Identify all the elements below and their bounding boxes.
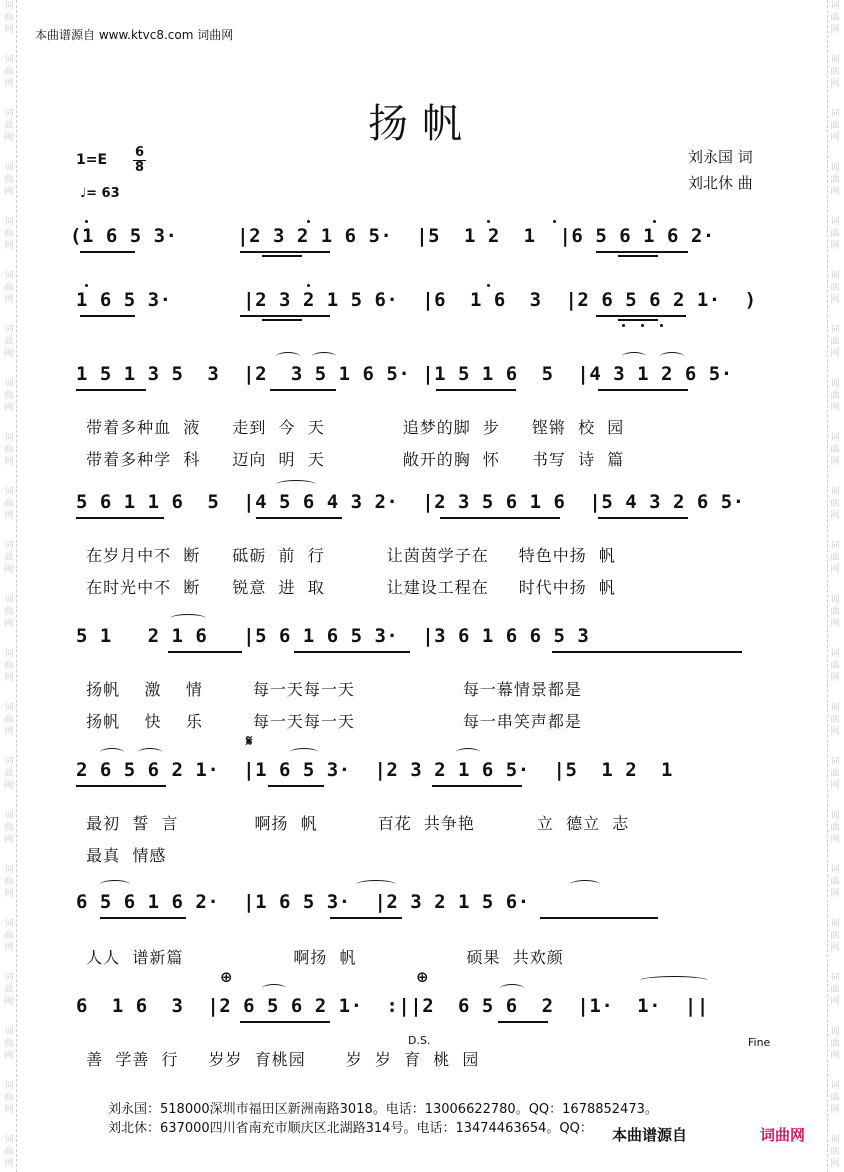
watermark-text: 词曲网 bbox=[4, 1081, 14, 1115]
watermark-text: 词曲网 bbox=[830, 217, 840, 251]
lyric: 岁岁 育桃园 bbox=[208, 1050, 306, 1069]
slur bbox=[570, 880, 600, 889]
watermark-text: 词曲网 bbox=[4, 811, 14, 845]
beam bbox=[618, 255, 658, 257]
beam bbox=[552, 651, 742, 653]
notes: 5 1 2 1 6 |5 6 1 6 5 3· |3 6 1 6 6 5 3 bbox=[76, 625, 590, 647]
tempo-marking: ♩= 63 bbox=[80, 186, 120, 201]
beam bbox=[240, 251, 330, 253]
notes: 1 5 1 3 5 3 |2 3 5 1 6 5· |1 5 1 6 5 |4 3 1 2 6 5· bbox=[76, 363, 733, 385]
beam bbox=[596, 315, 686, 317]
watermark-text: 词曲网 bbox=[830, 55, 840, 89]
watermark-text: 词曲网 bbox=[4, 865, 14, 899]
lyric: 书写 诗 篇 bbox=[531, 450, 625, 469]
meter-bottom: 8 bbox=[135, 160, 145, 175]
lyric: 扬帆 快 乐 bbox=[86, 712, 203, 731]
beam bbox=[432, 785, 522, 787]
watermark-text: 词曲网 bbox=[830, 595, 840, 629]
lyric: 锐意 进 取 bbox=[232, 578, 325, 597]
watermark-text: 词曲网 bbox=[4, 1027, 14, 1061]
lyric: 在岁月中不 断 bbox=[86, 546, 201, 565]
source-line: 本曲谱源自 www.ktvc8.com 词曲网 bbox=[35, 28, 234, 42]
watermark-text: 词曲网 bbox=[4, 541, 14, 575]
slur bbox=[100, 748, 124, 757]
notes: 5 6 1 1 6 5 |4 5 6 4 3 2· |2 3 5 6 1 6 |5 4 3 2 6 5· bbox=[76, 491, 745, 513]
lyric: 走到 今 天 bbox=[232, 418, 325, 437]
beam bbox=[80, 251, 135, 253]
watermark-text: 词曲网 bbox=[4, 757, 14, 791]
watermark-text: 词曲网 bbox=[4, 55, 14, 89]
octave-dot bbox=[553, 220, 556, 223]
slur bbox=[500, 984, 524, 993]
lyric: 铿锵 校 园 bbox=[531, 418, 625, 437]
watermark-text: 词曲网 bbox=[830, 271, 840, 305]
composer-credit: 刘北休 曲 bbox=[688, 174, 753, 192]
slur bbox=[100, 880, 130, 889]
octave-dot bbox=[85, 284, 88, 287]
coda-mark: ⊕ bbox=[416, 968, 429, 986]
beam bbox=[498, 1021, 548, 1023]
octave-dot bbox=[307, 284, 310, 287]
key-signature: 1=E bbox=[76, 152, 108, 168]
watermark-text: 词曲网 bbox=[4, 595, 14, 629]
segno-mark: 𝄋 bbox=[246, 732, 253, 750]
lyric: 啊扬 帆 bbox=[293, 948, 357, 967]
lyric: 啊扬 帆 bbox=[254, 814, 318, 833]
watermark-text: 词曲网 bbox=[4, 433, 14, 467]
tempo-value: = 63 bbox=[86, 186, 120, 201]
watermark-text: 词曲网 bbox=[830, 1, 840, 35]
octave-dot bbox=[653, 220, 656, 223]
ds-mark: D.S. bbox=[408, 1034, 431, 1047]
lyric: 带着多种血 液 bbox=[86, 418, 201, 437]
lyric: 追梦的脚 步 bbox=[402, 418, 500, 437]
song-title: 扬帆 bbox=[368, 101, 476, 147]
lyric: 带着多种学 科 bbox=[86, 450, 201, 469]
beam bbox=[618, 319, 658, 321]
lyric: 扬帆 激 情 bbox=[86, 680, 203, 699]
watermark-text: 词曲网 bbox=[830, 541, 840, 575]
watermark-text: 词曲网 bbox=[830, 1027, 840, 1061]
lyric: 在时光中不 断 bbox=[86, 578, 201, 597]
staff-line-7 bbox=[0, 886, 844, 930]
notes: 6 1 6 3 |2 6 5 6 2 1· :||2 6 5 6 2 |1· 1· || bbox=[76, 995, 709, 1017]
time-signature bbox=[133, 146, 146, 175]
lyric: 每一串笑声都是 bbox=[462, 712, 582, 731]
lyric: 时代中扬 帆 bbox=[518, 578, 616, 597]
beam bbox=[268, 785, 324, 787]
beam bbox=[598, 389, 688, 391]
slur bbox=[262, 984, 286, 993]
beam bbox=[330, 917, 402, 919]
watermark-text: 词曲网 bbox=[830, 433, 840, 467]
watermark-text: 词曲网 bbox=[4, 649, 14, 683]
watermark-text: 词曲网 bbox=[830, 973, 840, 1007]
watermark-text: 词曲网 bbox=[4, 217, 14, 251]
watermark-text: 词曲网 bbox=[4, 379, 14, 413]
beam bbox=[168, 651, 242, 653]
slur bbox=[138, 748, 162, 757]
octave-dot bbox=[641, 324, 644, 327]
beam bbox=[262, 255, 302, 257]
beam bbox=[240, 315, 330, 317]
lyric-verse1 bbox=[74, 926, 564, 968]
watermark-text: 词曲网 bbox=[830, 919, 840, 953]
notes: 1 6 5 3· |2 3 2 1 5 6· |6 1 6 3 |2 6 5 6 2 1· ) bbox=[76, 289, 757, 311]
octave-dot bbox=[487, 284, 490, 287]
watermark-text: 词曲网 bbox=[830, 865, 840, 899]
watermark-text: 词曲网 bbox=[830, 325, 840, 359]
lyric: 硕果 共欢颜 bbox=[466, 948, 564, 967]
slur bbox=[456, 748, 480, 757]
watermark-text: 词曲网 bbox=[830, 703, 840, 737]
lyric: 每一幕情景都是 bbox=[462, 680, 582, 699]
tie bbox=[640, 976, 708, 985]
lyric: 最初 誓 言 bbox=[86, 814, 179, 833]
notes: 6 5 6 1 6 2· |1 6 5 3· |2 3 2 1 5 6· bbox=[76, 891, 530, 913]
slur bbox=[170, 614, 206, 623]
lyric: 人人 谱新篇 bbox=[86, 948, 184, 967]
lyricist-credit: 刘永国 词 bbox=[688, 148, 753, 166]
footer-contact-2: 刘北休：637000四川省南充市顺庆区北湖路314号。电话：13474463654。QQ： bbox=[108, 1121, 593, 1136]
beam bbox=[440, 517, 560, 519]
slur bbox=[356, 880, 396, 889]
beam bbox=[270, 389, 336, 391]
watermark-text: 词曲网 bbox=[4, 1, 14, 35]
slur bbox=[276, 480, 316, 489]
watermark-text: 词曲网 bbox=[4, 325, 14, 359]
watermark-text: 词曲网 bbox=[4, 703, 14, 737]
lyric: 立 德立 志 bbox=[536, 814, 630, 833]
coda-mark: ⊕ bbox=[220, 968, 233, 986]
fine-mark: Fine bbox=[748, 1036, 771, 1049]
lyric: 岁 岁 育 桃 园 bbox=[345, 1050, 480, 1069]
slur bbox=[276, 352, 300, 361]
staff-line-1 bbox=[0, 220, 844, 264]
lyric: 让建设工程在 bbox=[386, 578, 489, 597]
source-badge: 本曲谱源自 bbox=[612, 1126, 688, 1144]
lyric: 善 学善 行 bbox=[86, 1050, 179, 1069]
watermark-text: 词曲网 bbox=[830, 487, 840, 521]
watermark-text: 词曲网 bbox=[4, 163, 14, 197]
slur bbox=[622, 352, 646, 361]
watermark-text: 词曲网 bbox=[4, 1135, 14, 1169]
lyric-verse2 bbox=[74, 690, 582, 732]
watermark-text: 词曲网 bbox=[4, 109, 14, 143]
lyric: 每一天每一天 bbox=[252, 712, 355, 731]
lyric: 让茵茵学子在 bbox=[386, 546, 489, 565]
beam bbox=[598, 517, 688, 519]
beam bbox=[240, 1021, 330, 1023]
lyric-verse2 bbox=[74, 556, 616, 598]
watermark-text: 词曲网 bbox=[830, 1135, 840, 1169]
beam bbox=[80, 315, 135, 317]
lyric-verse2 bbox=[74, 428, 624, 470]
watermark-text: 词曲网 bbox=[830, 163, 840, 197]
watermark-text: 词曲网 bbox=[830, 109, 840, 143]
notes: (1 6 5 3· |2 3 2 1 6 5· |5 1 2 1 |6 5 6 1 6 2· bbox=[70, 225, 715, 247]
lyric: 每一天每一天 bbox=[252, 680, 355, 699]
beam bbox=[76, 785, 166, 787]
beam bbox=[262, 319, 302, 321]
beam bbox=[76, 389, 146, 391]
watermark-text: 词曲网 bbox=[830, 379, 840, 413]
lyric: 敞开的胸 怀 bbox=[402, 450, 500, 469]
slur bbox=[312, 352, 336, 361]
watermark-text: 词曲网 bbox=[830, 757, 840, 791]
watermark-text: 词曲网 bbox=[4, 973, 14, 1007]
footer-contact-1: 刘永国：518000深圳市福田区新洲南路3018。电话：13006622780。QQ：1678852473。 bbox=[108, 1102, 658, 1117]
staff-line-2 bbox=[0, 284, 844, 328]
notes: 2 6 5 6 2 1· |1 6 5 3· |2 3 2 1 6 5· |5 1 2 1 bbox=[76, 759, 673, 781]
watermark-text: 词曲网 bbox=[4, 271, 14, 305]
beam bbox=[540, 917, 658, 919]
lyric: 砥砺 前 行 bbox=[232, 546, 325, 565]
site-logo[interactable]: 词曲网 bbox=[760, 1126, 806, 1144]
watermark-text: 词曲网 bbox=[4, 487, 14, 521]
beam bbox=[436, 389, 516, 391]
beam bbox=[596, 251, 688, 253]
meter-top: 6 bbox=[135, 145, 145, 160]
watermark-text: 词曲网 bbox=[830, 1081, 840, 1115]
lyric-verse2 bbox=[74, 824, 166, 866]
beam bbox=[256, 517, 342, 519]
lyric: 迈向 明 天 bbox=[232, 450, 325, 469]
watermark-text: 词曲网 bbox=[4, 919, 14, 953]
beam bbox=[100, 917, 186, 919]
slur bbox=[660, 352, 684, 361]
octave-dot bbox=[487, 220, 490, 223]
beam bbox=[76, 517, 164, 519]
lyric: 百花 共争艳 bbox=[377, 814, 475, 833]
lyric: 特色中扬 帆 bbox=[518, 546, 616, 565]
octave-dot bbox=[307, 220, 310, 223]
slur bbox=[290, 748, 318, 757]
lyric: 最真 情感 bbox=[86, 846, 167, 865]
watermark-text: 词曲网 bbox=[830, 649, 840, 683]
octave-dot bbox=[85, 220, 88, 223]
watermark-text: 词曲网 bbox=[830, 811, 840, 845]
octave-dot bbox=[622, 324, 625, 327]
beam bbox=[294, 651, 410, 653]
octave-dot bbox=[660, 324, 663, 327]
